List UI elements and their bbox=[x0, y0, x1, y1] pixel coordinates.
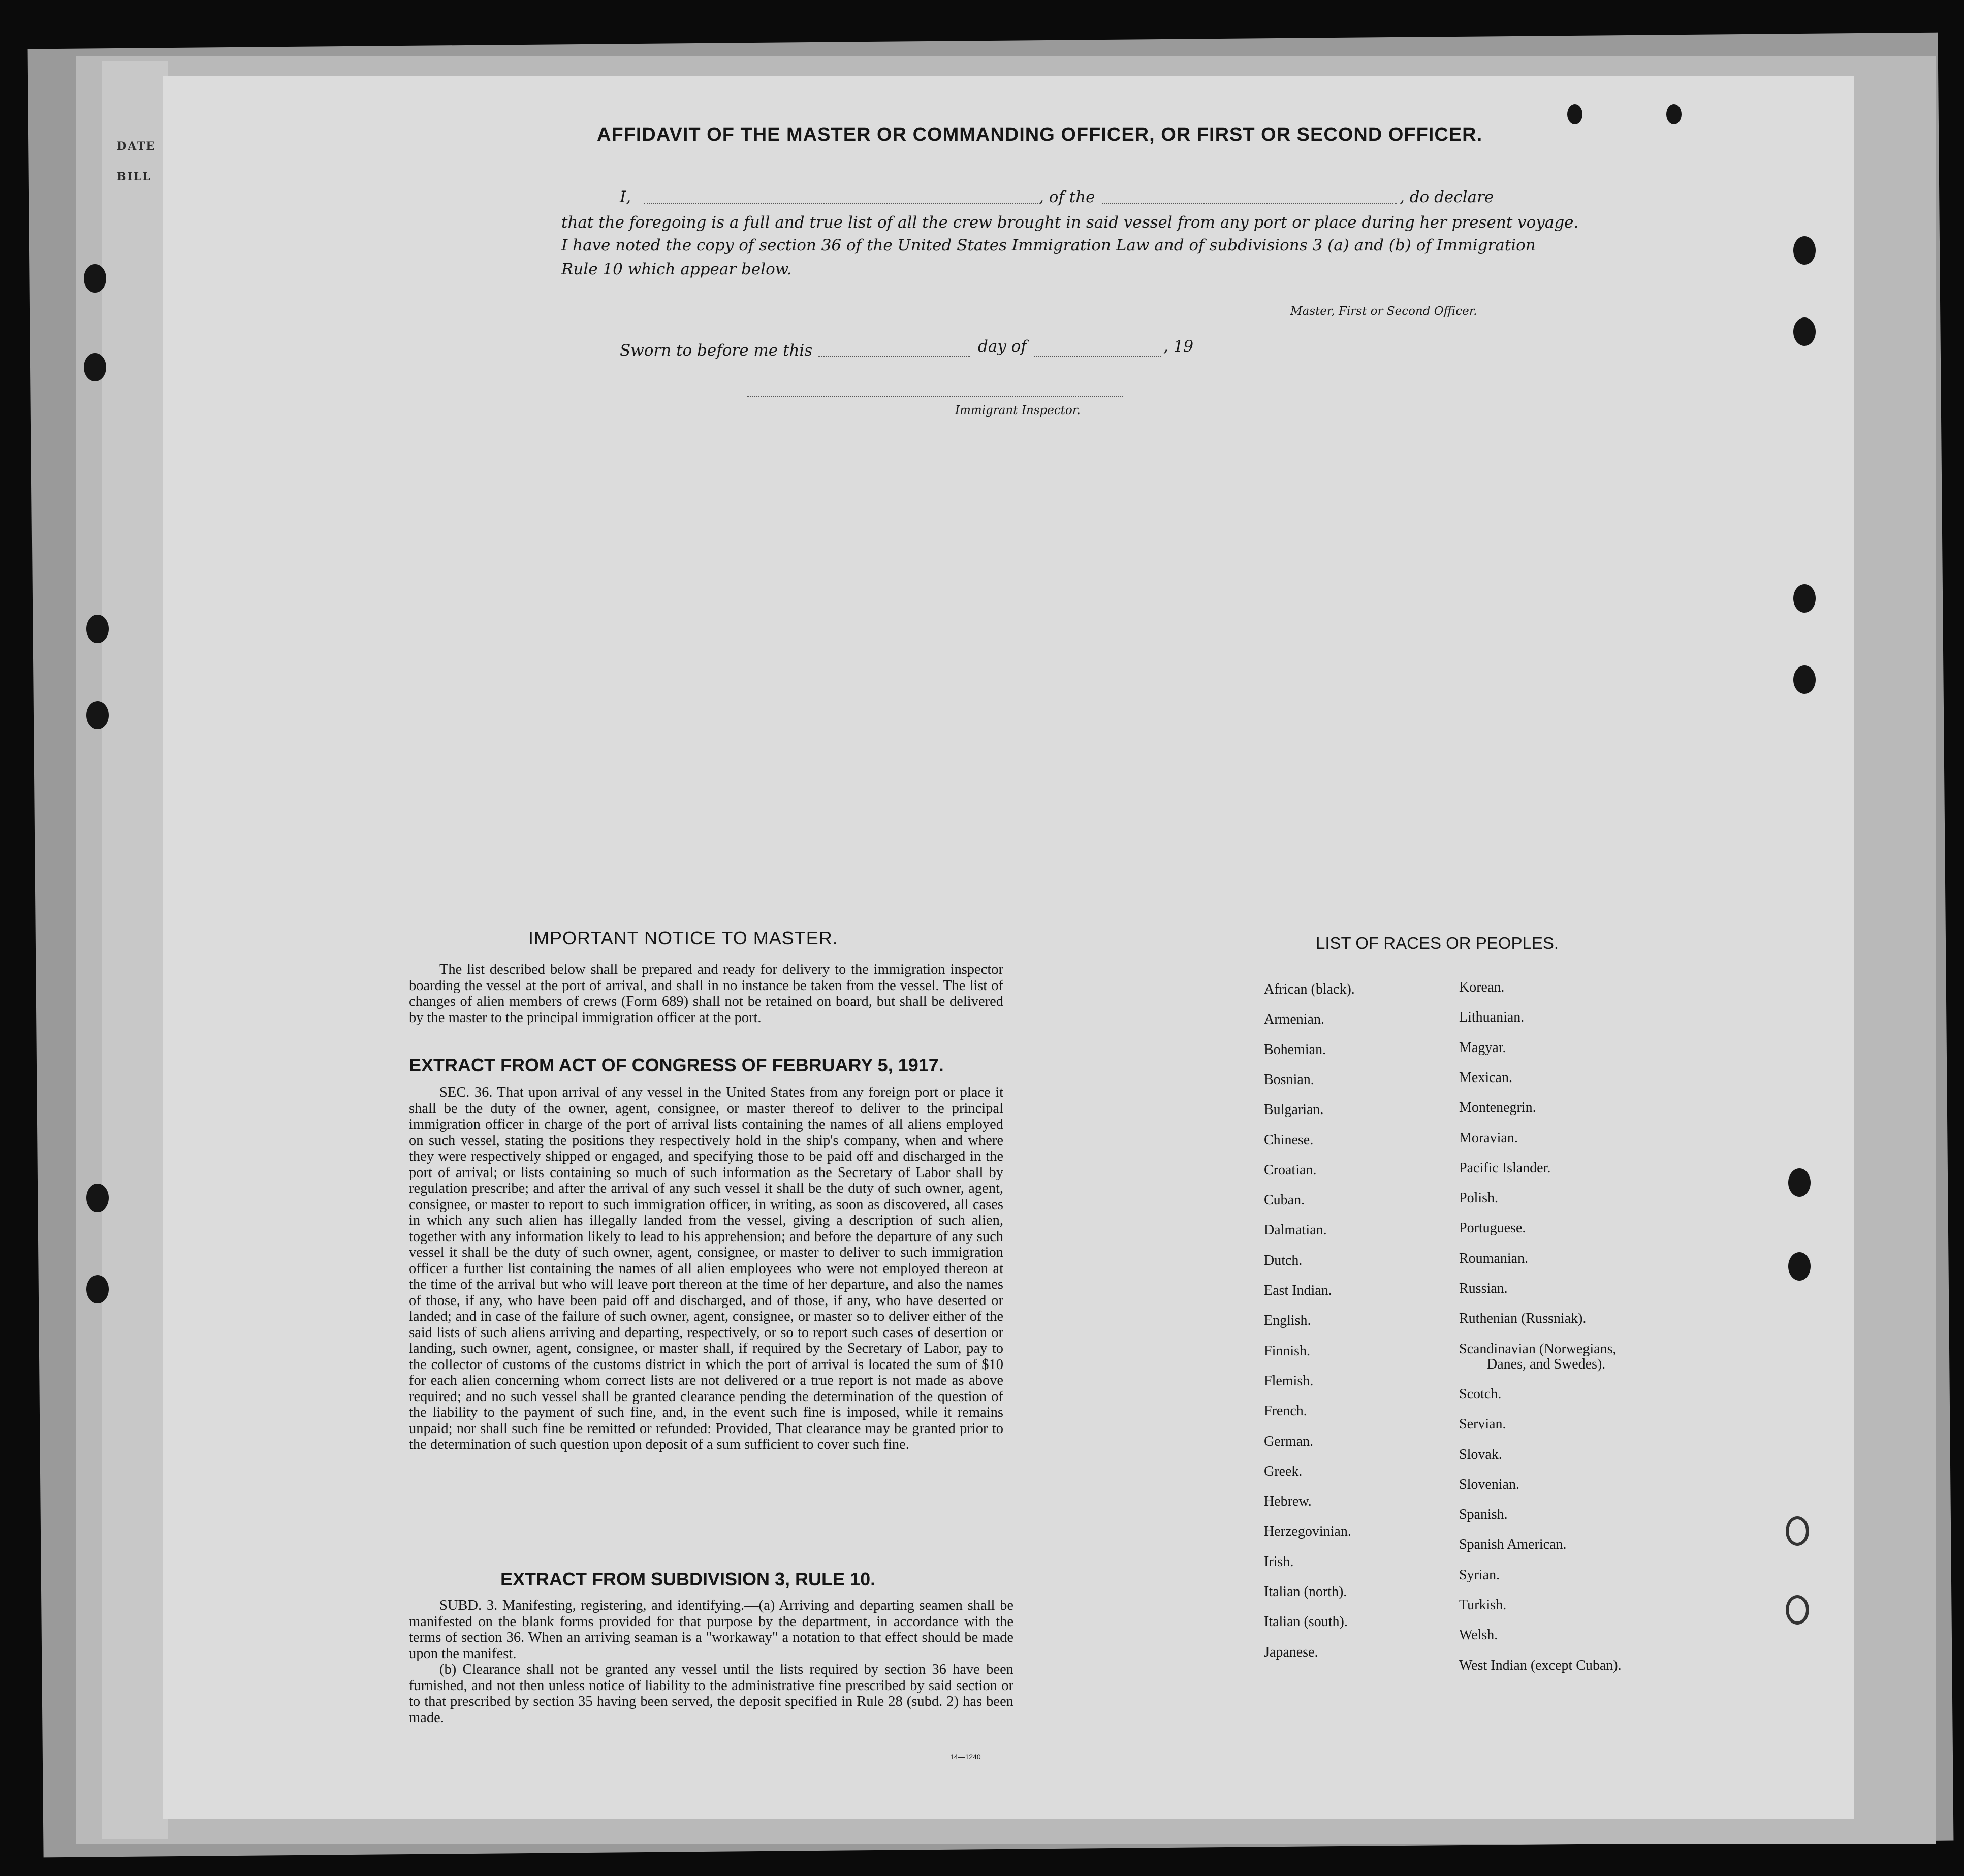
binder-hole-icon bbox=[1786, 1595, 1809, 1625]
race-item: Flemish. bbox=[1264, 1373, 1314, 1389]
race-item: Turkish. bbox=[1459, 1597, 1507, 1613]
form-number: 14—1240 bbox=[950, 1753, 981, 1761]
affidavit-of-the: , of the bbox=[1039, 188, 1095, 206]
race-item: Montenegrin. bbox=[1459, 1100, 1536, 1116]
race-item: Hebrew. bbox=[1264, 1493, 1312, 1510]
race-item: Ruthenian (Russniak). bbox=[1459, 1311, 1587, 1327]
month-blank bbox=[1034, 356, 1161, 357]
race-item: Herzegovinian. bbox=[1264, 1523, 1351, 1540]
signature-caption: Master, First or Second Officer. bbox=[1290, 305, 1477, 318]
race-item: Bosnian. bbox=[1264, 1071, 1314, 1088]
race-item: West Indian (except Cuban). bbox=[1459, 1657, 1622, 1673]
race-item: Irish. bbox=[1264, 1553, 1294, 1570]
race-item: French. bbox=[1264, 1403, 1307, 1419]
name-blank bbox=[644, 203, 1038, 204]
race-item: Servian. bbox=[1459, 1416, 1506, 1433]
punch-hole-icon bbox=[1666, 104, 1682, 124]
race-item: Dutch. bbox=[1264, 1252, 1303, 1268]
year-label: , 19 bbox=[1163, 337, 1194, 356]
race-item: Greek. bbox=[1264, 1463, 1303, 1479]
rule-para-a: SUBD. 3. Manifesting, registering, and identifying.—(a) Arriving and departing seamen shall be manifested on the blank forms provided for that purpose by the department, in accordance with the terms of section 36. When an arriving seaman is a "workaway" a notation to that effect should be made upon the manifest. bbox=[409, 1598, 1013, 1662]
race-item: Slovak. bbox=[1459, 1446, 1502, 1462]
race-item: African (black). bbox=[1264, 981, 1355, 997]
affidavit-line-4: Rule 10 which appear below. bbox=[561, 260, 792, 278]
binder-hole-icon bbox=[1793, 665, 1816, 694]
binder-hole-icon bbox=[1788, 1168, 1811, 1197]
race-item: Mexican. bbox=[1459, 1069, 1512, 1086]
notice-heading: IMPORTANT NOTICE TO MASTER. bbox=[528, 928, 838, 948]
affidavit-title: AFFIDAVIT OF THE MASTER OR COMMANDING OFFICER, OR FIRST OR SECOND OFFICER. bbox=[597, 124, 1483, 145]
race-item: Spanish. bbox=[1459, 1507, 1508, 1523]
race-item: German. bbox=[1264, 1433, 1314, 1449]
race-item: Slovenian. bbox=[1459, 1476, 1519, 1492]
binder-hole-icon bbox=[1793, 236, 1816, 265]
binder-hole-icon bbox=[1793, 317, 1816, 346]
affidavit-pronoun: I, bbox=[620, 188, 631, 206]
race-item: Scotch. bbox=[1459, 1386, 1502, 1402]
race-item: Cuban. bbox=[1264, 1192, 1305, 1209]
notice-body bbox=[409, 962, 1003, 1026]
inspector-caption: Immigrant Inspector. bbox=[955, 404, 1081, 417]
binder-hole-icon bbox=[86, 701, 109, 729]
binder-hole-icon bbox=[86, 1184, 109, 1212]
binder-hole-icon bbox=[84, 353, 106, 381]
binder-hole-icon bbox=[86, 1275, 109, 1303]
vessel-blank bbox=[1102, 203, 1397, 204]
race-item: Italian (north). bbox=[1264, 1584, 1347, 1600]
binder-strip bbox=[102, 61, 168, 1839]
race-item: Armenian. bbox=[1264, 1011, 1324, 1028]
race-item: English. bbox=[1264, 1313, 1311, 1329]
race-item: Japanese. bbox=[1264, 1644, 1318, 1660]
race-item: Korean. bbox=[1459, 979, 1505, 995]
race-item: Lithuanian. bbox=[1459, 1009, 1525, 1026]
margin-label-date: DATE bbox=[117, 140, 156, 153]
race-item: Dalmatian. bbox=[1264, 1222, 1327, 1238]
race-item: Chinese. bbox=[1264, 1132, 1314, 1148]
binder-hole-icon bbox=[86, 615, 109, 643]
act-extract-heading: EXTRACT FROM ACT OF CONGRESS OF FEBRUARY 5, 1917. bbox=[409, 1055, 944, 1075]
race-item: Croatian. bbox=[1264, 1162, 1317, 1178]
race-item: Bohemian. bbox=[1264, 1041, 1326, 1058]
inspector-signature-blank bbox=[747, 396, 1123, 397]
binder-hole-icon bbox=[1786, 1516, 1809, 1546]
affidavit-line-2: that the foregoing is a full and true list of all the crew brought in said vessel from any port or place during her present voyage. bbox=[561, 213, 1579, 232]
race-item: Syrian. bbox=[1459, 1567, 1500, 1583]
race-item: Magyar. bbox=[1459, 1039, 1506, 1056]
act-extract-body bbox=[409, 1085, 1003, 1453]
race-item: Finnish. bbox=[1264, 1343, 1311, 1359]
race-item: Portuguese. bbox=[1459, 1220, 1526, 1236]
race-item: Scandinavian (Norwegians, bbox=[1459, 1341, 1617, 1357]
day-blank bbox=[818, 356, 970, 357]
notice-text: The list described below shall be prepared and ready for delivery to the immigration inspector boarding the vessel at the port of arrival, and shall in no instance be taken from the vessel. The list of changes of alien members of crews (Form 689) shall not be retained on board, but shall be delivered by the master to the principal immigration officer at the port. bbox=[409, 962, 1003, 1026]
punch-hole-icon bbox=[1567, 104, 1582, 124]
race-item: Pacific Islander. bbox=[1459, 1160, 1551, 1176]
margin-label-bill: BILL bbox=[117, 170, 151, 183]
race-item: Polish. bbox=[1459, 1190, 1499, 1206]
race-item: Spanish American. bbox=[1459, 1537, 1567, 1553]
binder-hole-icon bbox=[84, 264, 106, 293]
sworn-label: Sworn to before me this bbox=[620, 341, 813, 360]
race-item: Danes, and Swedes). bbox=[1487, 1356, 1606, 1372]
rule-para-b: (b) Clearance shall not be granted any vessel until the lists required by section 36 have been furnished, and not then unless notice of liability to the administrative fine prescribed by said section or to that prescribed by section 35 having been served, the deposit specified in Rule 28 (subd. 2) has been made. bbox=[409, 1662, 1013, 1726]
race-item: Italian (south). bbox=[1264, 1614, 1348, 1630]
races-heading: LIST OF RACES OR PEOPLES. bbox=[1316, 934, 1559, 952]
race-item: Bulgarian. bbox=[1264, 1102, 1324, 1118]
rule-extract-heading: EXTRACT FROM SUBDIVISION 3, RULE 10. bbox=[500, 1569, 876, 1589]
binder-hole-icon bbox=[1788, 1252, 1811, 1281]
binder-hole-icon bbox=[1793, 584, 1816, 613]
affidavit-line-3: I have noted the copy of section 36 of the United States Immigration Law and of subdivisions 3 (a) and (b) of Immigration bbox=[561, 236, 1536, 255]
race-item: Roumanian. bbox=[1459, 1250, 1529, 1266]
act-extract-text: SEC. 36. That upon arrival of any vessel in the United States from any foreign port or place it shall be the duty of the owner, agent, consignee, or master thereof to deliver to the principal immigration officer in charge of the port of arrival lists containing the names of all aliens employed on such vessel, stating the positions they respectively hold in the ship's company, when and where they were respectively shipped or engaged, and specifying those to be paid off and discharged in the port of arrival; or lists containing so much of such information as the Secretary of Labor shall by regulation prescribe; and after the arrival of any such vessel it shall be the duty of such owner, agent, consignee, or master to report to such immigration officer, in writing, as soon as discovered, all cases in which any such alien has illegally landed from the vessel, giving a description of such alien, together with any information likely to lead to his apprehension; and before the departure of any such vessel it shall be the duty of such owner, agent, consignee, or master to deliver to such immigration officer a further list containing the names of all alien employees who were not employed thereon at the time of the arrival but who will leave port thereon at the time of her departure, and also the names of those, if any, who have been paid off and discharged, and of those, if any, who have deserted or landed; and in case of the failure of such owner, agent, consignee, or master so to deliver either of the said lists of such aliens arriving and departing, respectively, or so to report such cases of desertion or landing, such owner, agent, consignee, or master shall, if required by the Secretary of Labor, pay to the collector of customs of the customs district in which the port of arrival is located the sum of $10 for each alien concerning whom correct lists are not delivered or a true report is not made as above required; and no such vessel shall be granted clearance pending the determination of the question of the liability to the payment of such fine, and, in the event such fine is imposed, while it remains unpaid; nor shall such fine be remitted or refunded: Provided, That clearance may be granted prior to the determination of such question upon deposit of a sum sufficient to cover such fine. bbox=[409, 1085, 1003, 1452]
race-item: Russian. bbox=[1459, 1281, 1508, 1296]
day-of-label: day of bbox=[978, 337, 1027, 356]
race-item: Moravian. bbox=[1459, 1130, 1518, 1146]
race-item: Welsh. bbox=[1459, 1627, 1498, 1643]
rule-extract-body bbox=[409, 1598, 1013, 1726]
affidavit-do-declare: , do declare bbox=[1400, 188, 1494, 206]
race-item: East Indian. bbox=[1264, 1283, 1332, 1298]
